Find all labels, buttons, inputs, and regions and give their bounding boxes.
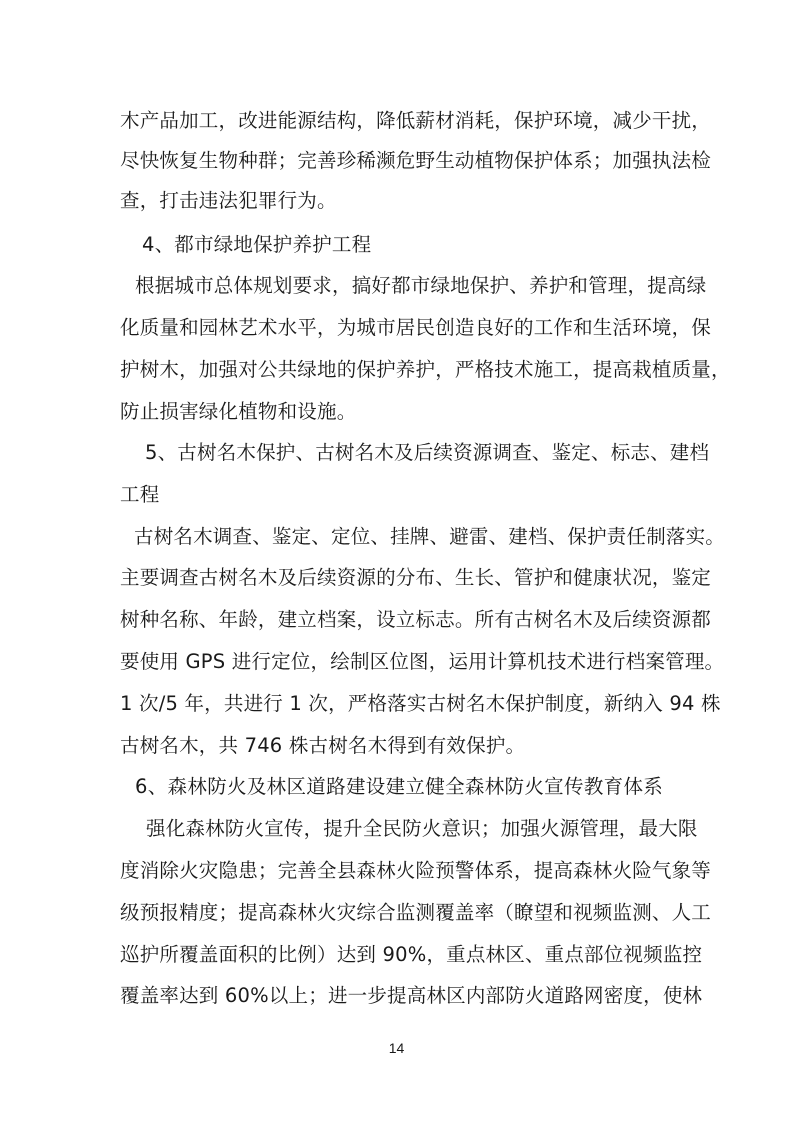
text-line: 根据城市总体规划要求，搞好都市绿地保护、养护和管理，提高绿: [135, 274, 707, 297]
section-heading: 4、都市绿地保护养护工程: [142, 233, 372, 256]
text-line: 主要调查古树名木及后续资源的分布、生长、管护和健康状况，鉴定: [120, 566, 712, 589]
text-line: 木产品加工，改进能源结构，降低薪材消耗，保护环境，减少干扰，: [120, 109, 712, 132]
text-line: 级预报精度；提高森林火灾综合监测覆盖率（瞭望和视频监测、人工: [120, 901, 712, 924]
section-heading: 5、古树名木保护、古树名木及后续资源调查、鉴定、标志、建档: [145, 441, 710, 464]
text-line: 巡护所覆盖面积的比例）达到 90%，重点林区、重点部位视频监控: [120, 943, 703, 966]
text-line: 覆盖率达到 60%以上；进一步提高林区内部防火道路网密度，使林: [120, 984, 703, 1007]
section-heading: 工程: [120, 483, 160, 506]
text-line: 度消除火灾隐患；完善全县森林火险预警体系，提高森林火险气象等: [120, 859, 712, 882]
text-line: 化质量和园林艺术水平，为城市居民创造良好的工作和生活环境，保: [120, 316, 712, 339]
text-line: 防止损害绿化植物和设施。: [120, 400, 357, 423]
text-line: 1 次/5 年，共进行 1 次，严格落实古树名木保护制度，新纳入 94 株: [120, 692, 721, 715]
text-line: 查，打击违法犯罪行为。: [120, 189, 337, 212]
text-line: 要使用 GPS 进行定位，绘制区位图，运用计算机技术进行档案管理。: [120, 650, 725, 673]
page-number: 14: [388, 1040, 405, 1056]
text-line: 古树名木，共 746 株古树名木得到有效保护。: [120, 734, 526, 757]
text-line: 古树名木调查、鉴定、定位、挂牌、避雷、建档、保护责任制落实。: [134, 525, 726, 548]
text-line: 尽快恢复生物种群；完善珍稀濒危野生动植物保护体系；加强执法检: [120, 149, 712, 172]
text-line: 树种名称、年龄，建立档案，设立标志。所有古树名木及后续资源都: [120, 608, 712, 631]
text-line: 护树木，加强对公共绿地的保护养护，严格技术施工，提高栽植质量，: [120, 358, 731, 381]
text-line: 强化森林防火宣传，提升全民防火意识；加强火源管理，最大限: [146, 817, 698, 840]
section-heading: 6、森林防火及林区道路建设建立健全森林防火宣传教育体系: [135, 775, 663, 798]
